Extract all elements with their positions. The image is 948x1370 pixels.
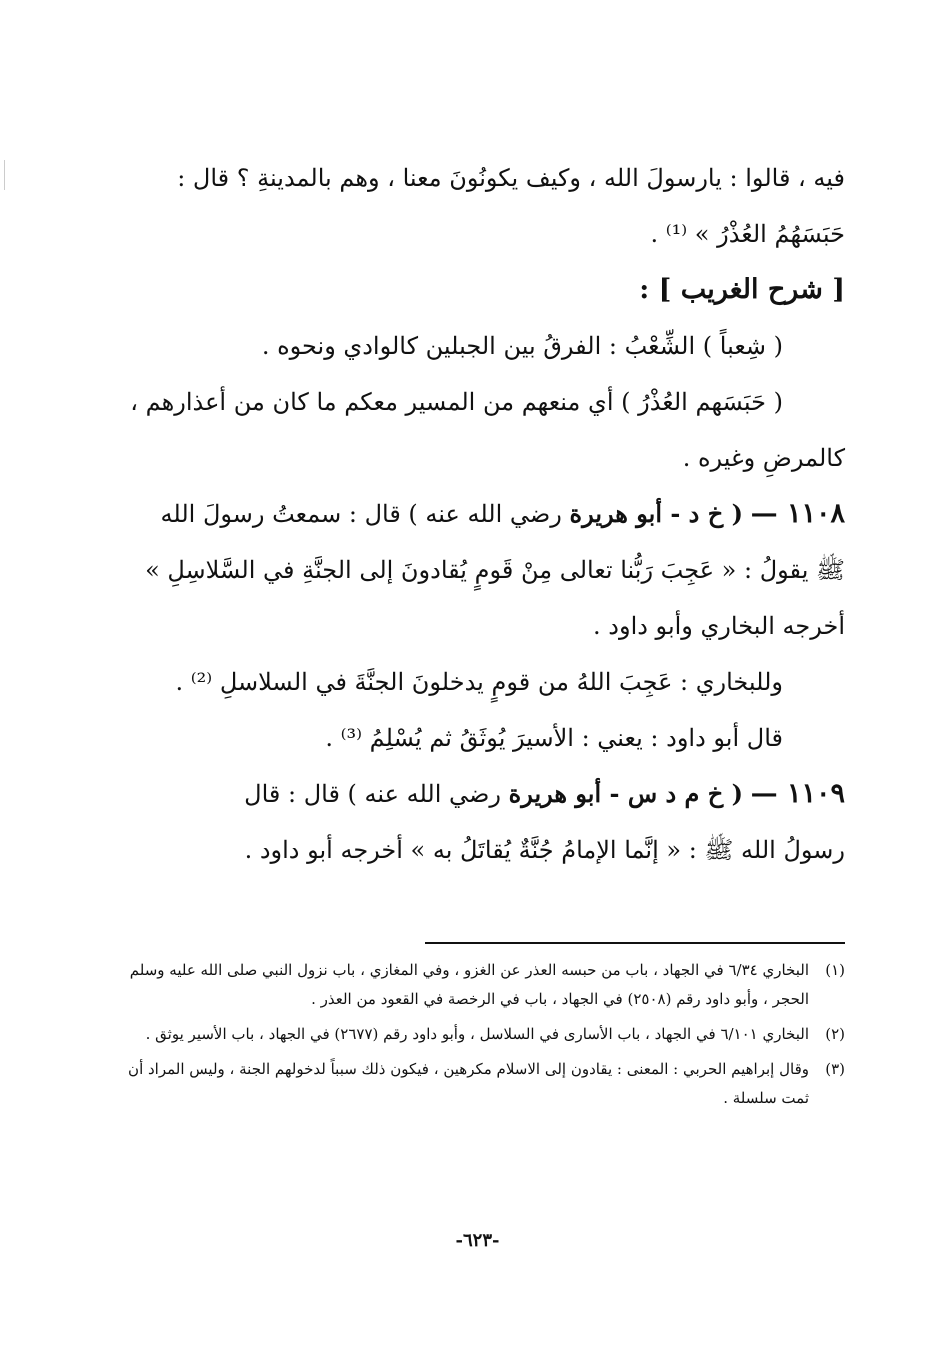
footnote — [110, 956, 845, 1014]
book-page — [110, 150, 845, 1250]
section-heading: [ شرح الغريب ] : — [639, 274, 845, 305]
main-text — [110, 150, 845, 878]
hadith-number: ١١٠٨ — — [750, 498, 845, 529]
hadith-source: ( خ د - أبو هريرة — [569, 499, 743, 528]
hadith-variant: وللبخاري : عَجِبَ اللهُ من قومٍ يدخلونَ الجنَّةَ في السلاسلِ ⁽²⁾ . — [175, 668, 783, 696]
gloss-entry: ( شِعباً ) الشِّعْبُ : الفرقُ بين الجبلين كالوادي ونحوه . — [261, 332, 783, 360]
hadith-source: ( خ م د س - أبو هريرة — [508, 779, 743, 808]
footnote — [110, 1020, 845, 1049]
footnotes — [110, 956, 845, 1119]
page-number: -٦٢٣- — [455, 1230, 500, 1251]
footnote-text: البخاري ٦/١٠١ في الجهاد ، باب الأسارى في السلاسل ، وأبو داود رقم (٢٦٧٧) في الجهاد ، باب الأسير يوثق . — [145, 1025, 809, 1043]
hadith-text: رضي الله عنه ) قال : سمعتُ رسولَ الله — [160, 500, 562, 528]
footnote-divider — [425, 942, 845, 944]
hadith-text: ﷺ يقولُ : « عَجِبَ رَبُّنا تعالى مِنْ قَومٍ يُقادونَ إلى الجنَّةِ في السَّلاسِلِ » — [145, 556, 845, 584]
hadith-text: أخرجه البخاري وأبو داود . — [593, 612, 845, 640]
hadith-1109 — [110, 766, 845, 822]
hadith-text: رسولُ الله ﷺ : « إنَّما الإمامُ جُنَّةٌ يُقاتَلُ به » أخرجه أبو داود . — [244, 836, 845, 864]
footnote-number: (٣) — [825, 1060, 845, 1078]
gloss-entry: ( حَبَسَهم العُذْرُ ) أي منعهم من المسير معكم ما كان من أعذارهم ، — [130, 388, 783, 416]
scan-margin-mark — [4, 160, 5, 190]
footnote-text: البخاري ٦/٣٤ في الجهاد ، باب من حبسه العذر عن الغزو ، وفي المغازي ، باب نزول النبي صلى الله عليه وسلم الحجر ، وأبو داود رقم (٢٥٠٨) في الجهاد ، باب في الرخصة في القعود من العذر . — [129, 961, 809, 1008]
hadith-1108 — [110, 486, 845, 542]
hadith-commentary: قال أبو داود : يعني : الأسيرَ يُوثَقُ ثم يُسْلِمُ ⁽³⁾ . — [325, 724, 783, 752]
hadith-text: رضي الله عنه ) قال : قال — [244, 780, 502, 808]
text-line: فيه ، قالوا : يارسولَ الله ، وكيف يكونُونَ معنا ، وهم بالمدينةِ ؟ قال : — [177, 164, 845, 192]
footnote-text: وقال إبراهيم الحربي : المعنى : يقادون إلى الاسلام مكرهين ، فيكون ذلك سبباً لدخولهم الجنة ، وليس المراد أن ثمت سلسلة . — [128, 1060, 809, 1107]
footnote — [110, 1055, 845, 1113]
gloss-continuation: كالمرضِ وغيره . — [682, 444, 845, 472]
hadith-number: ١١٠٩ — — [750, 778, 845, 809]
footnote-number: (١) — [825, 961, 845, 979]
footnote-number: (٢) — [825, 1025, 845, 1043]
text-line: حَبَسَهُمُ العُذْرُ » ⁽¹⁾ . — [650, 220, 845, 248]
